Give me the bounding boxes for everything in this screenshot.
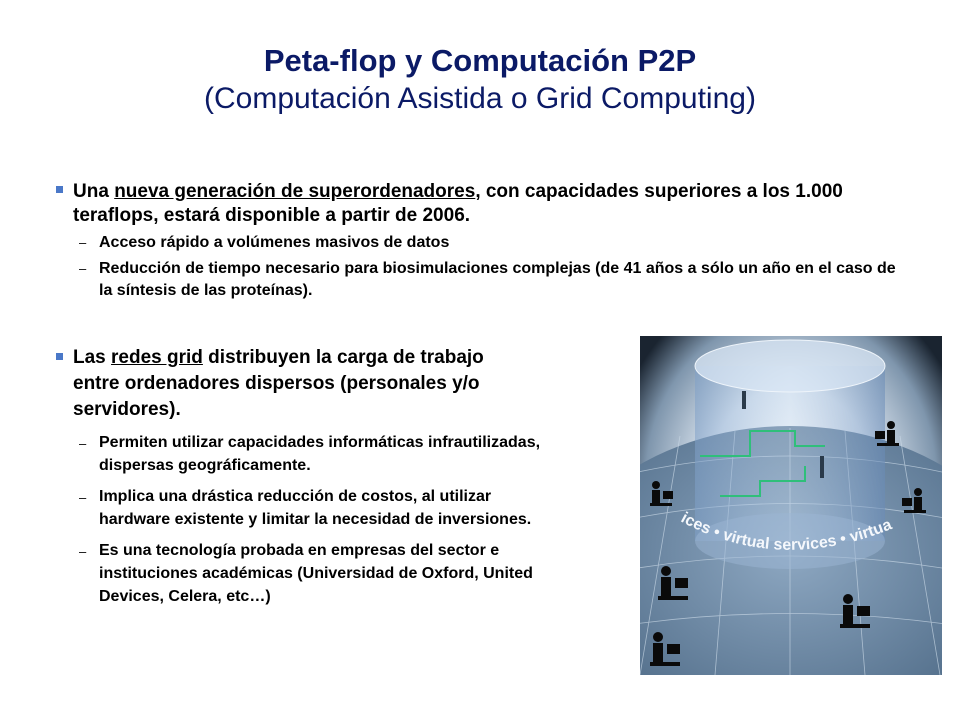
sub-bullet (56, 232, 906, 254)
dash-icon: – (79, 490, 87, 505)
bullet-text-post: distribuyen la carga de trabajo entre ordenadores dispersos (personales y/o servidores). (73, 347, 484, 420)
bullet-text (56, 180, 906, 228)
sub-bullet-text: Reducción de tiempo necesario para biosimulaciones complejas (de 41 años a sólo un año en el caso de la síntesis de las proteínas). (99, 260, 896, 299)
sub-bullet-text: Permiten utilizar capacidades informáticas infrautilizadas, dispersas geográficamente. (99, 434, 541, 474)
dash-icon: – (79, 235, 87, 250)
bullet-text (56, 345, 523, 423)
dash-icon: – (79, 544, 87, 559)
slide-title-block (0, 42, 960, 118)
sub-bullet (56, 485, 559, 531)
dash-icon: – (79, 436, 87, 451)
link-nueva-generacion[interactable]: nueva generación de superordenadores (114, 181, 476, 202)
square-bullet-icon (56, 353, 63, 360)
bullet-text-pre: Las (73, 347, 112, 368)
slide-subtitle: (Computación Asistida o Grid Computing) (204, 82, 756, 115)
bullet-redes-grid (56, 345, 576, 608)
sub-bullet (56, 539, 559, 608)
dash-icon: – (79, 261, 87, 276)
bullet-text-pre: Una (73, 181, 115, 202)
sub-bullet (56, 258, 906, 302)
bullet-text-post: , con capacidades superiores a los 1.000 teraflops, estará disponible a partir de 2006. (73, 181, 843, 226)
sub-bullet-text: Implica una drástica reducción de costos, al utilizar hardware existente y limitar la necesidad de inversiones. (99, 488, 532, 528)
bullet-superordenadores (56, 180, 906, 302)
link-redes-grid[interactable]: redes grid (111, 347, 203, 368)
sub-bullet-text: Es una tecnología probada en empresas del sector e instituciones académicas (Universidad de Oxford, United Devices, Celera, etc…) (99, 542, 533, 605)
grid-computing-illustration (640, 336, 942, 675)
sub-bullet-text: Acceso rápido a volúmenes masivos de datos (99, 234, 450, 251)
slide-title: Peta-flop y Computación P2P (263, 43, 697, 78)
square-bullet-icon (56, 186, 63, 193)
virtual-services-ring-text: ices • virtual services • virtua (678, 509, 895, 554)
sub-bullet (56, 431, 559, 477)
